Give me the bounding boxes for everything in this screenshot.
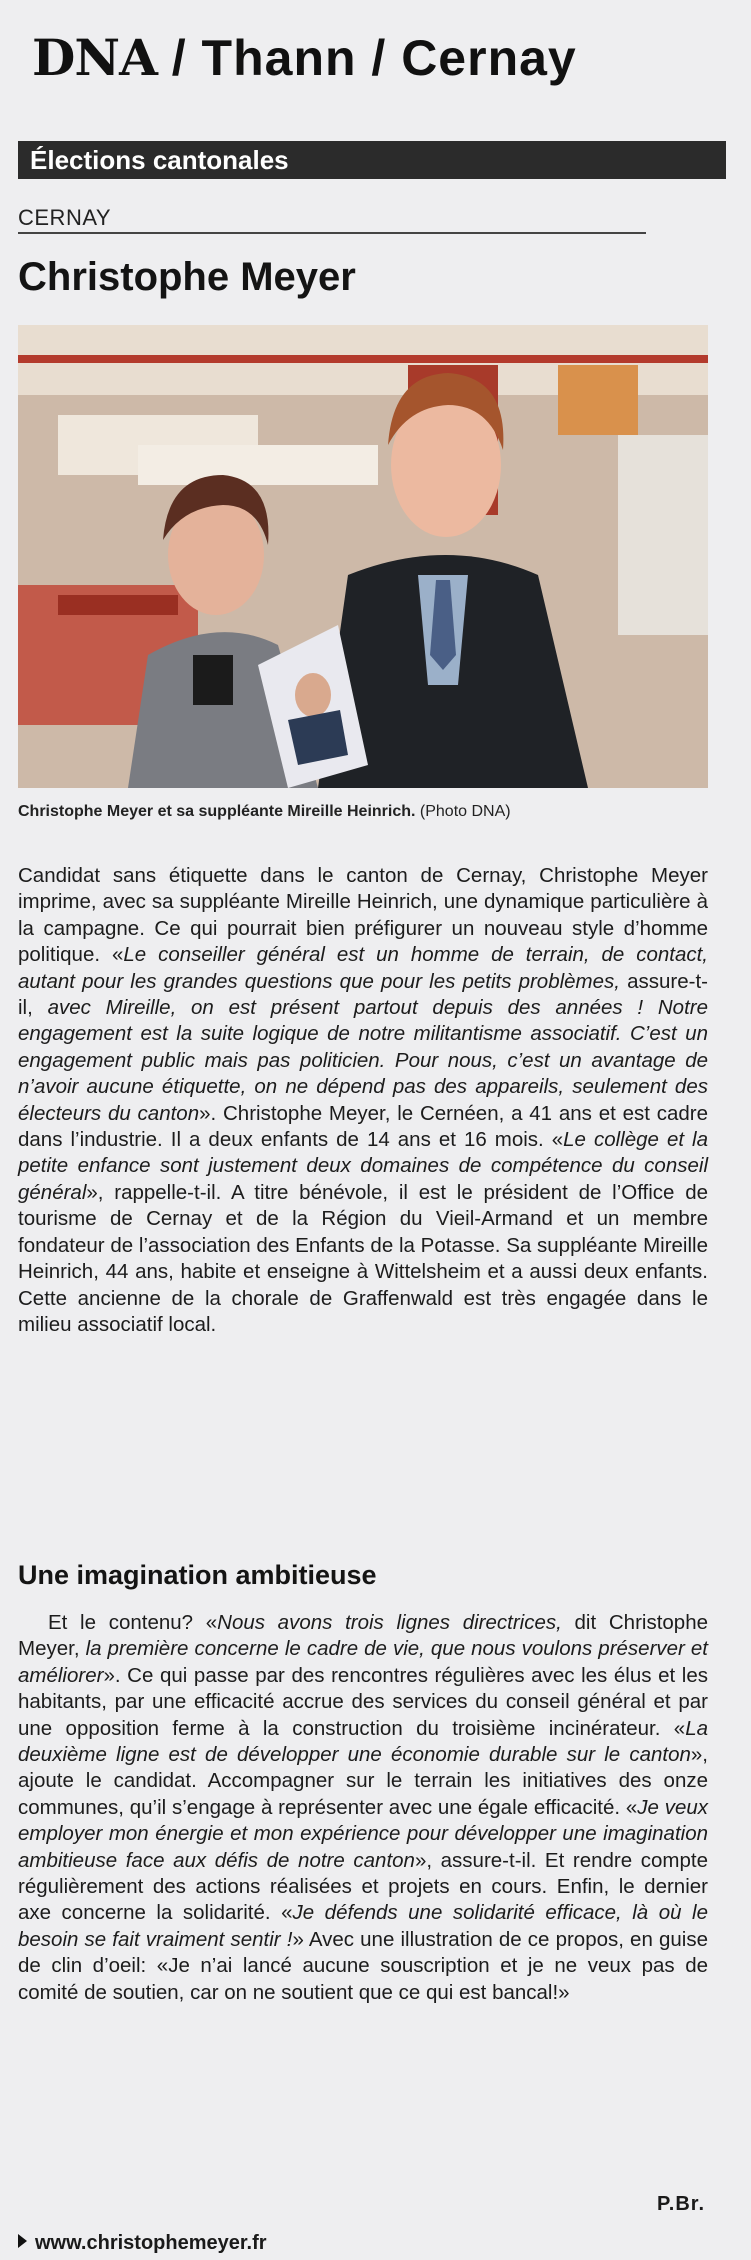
- paragraph-text: [18, 1610, 708, 2006]
- text-run: », assure-t-il. Et rendre compte régulièrement des actions réalisées et projets en cours. Enfin, le dernier axe concerne la solidarité. «: [18, 1848, 708, 1925]
- paragraph-text: [18, 863, 708, 1338]
- caption-credit: (Photo DNA): [419, 803, 511, 820]
- quote-run: avec Mireille, on est présent partout depuis des années ! Notre engagement est la suite logique de notre militantisme associatif. C’est un engagement public mais pas politicien. Pour nous, c’est un avantage de n’avoir aucune étiquette, on ne dépend pas des appareils, seulement des électeurs du canton: [18, 996, 708, 1125]
- photo-caption: [18, 803, 511, 821]
- quote-run: la première concerne le cadre de vie, que nous voulons préserver et améliorer: [18, 1637, 709, 1687]
- text-run: assure-t-il,: [18, 969, 708, 1020]
- website-url[interactable]: www.christophemeyer.fr: [35, 2232, 267, 2254]
- arrow-icon: [18, 2234, 27, 2248]
- section-bar: Élections cantonales: [18, 141, 726, 179]
- text-run: dit Christophe Meyer,: [18, 1611, 708, 1661]
- article-paragraph-1: [18, 863, 708, 1338]
- text-run: ». Christophe Meyer, le Cernéen, a 41 ans et est cadre dans l’industrie. Il a deux enfants de 14 ans et 16 mois. «: [18, 1101, 708, 1152]
- masthead-section: / Thann / Cernay: [171, 30, 577, 86]
- article-photo: [18, 325, 708, 788]
- quote-run: Je veux employer mon énergie et mon expérience pour développer une imagination ambitieuse face aux défis de notre canton: [18, 1795, 708, 1872]
- quote-run: Nous avons trois lignes directrices,: [217, 1611, 562, 1634]
- photo-illustration: [18, 325, 708, 788]
- article-paragraph-2: [18, 1610, 708, 2006]
- quote-run: Le collège et la petite enfance sont justement deux domaines de compétence du conseil général: [18, 1128, 709, 1204]
- quote-run: La deuxième ligne est de développer une économie durable sur le canton: [18, 1716, 708, 1767]
- caption-text: Christophe Meyer et sa suppléante Mireille Heinrich.: [18, 803, 416, 820]
- author-signature: P.Br.: [657, 2193, 705, 2215]
- text-run: Et le contenu? «: [48, 1611, 218, 1634]
- masthead-brand: DNA: [32, 28, 157, 87]
- text-run: » Avec une illustration de ce propos, en guise de clin d’oeil: «Je n’ai lancé aucune souscription et je ne veux pas de comité de soutien, car on ne soutient que ce qui est bancal!»: [18, 1927, 708, 2004]
- text-run: Candidat sans étiquette dans le canton de Cernay, Christophe Meyer imprime, avec sa suppléante Mireille Heinrich, une dynamique particulière à la campagne. Ce qui pourrait bien préfigurer un nouveau style d’homme politique. «: [18, 864, 708, 967]
- text-run: ». Ce qui passe par des rencontres régulières avec les élus et les habitants, par une efficacité accrue des services du conseil général et par une opposition ferme à la construction du troisième incinérateur. «: [18, 1663, 708, 1740]
- article-subhead: Une imagination ambitieuse: [18, 1560, 377, 1590]
- quote-run: Le conseiller général est un homme de terrain, de contact, autant pour les grandes questions que pour les petits problèmes,: [18, 943, 708, 993]
- article-locale: CERNAY: [18, 205, 112, 230]
- website-link[interactable]: [18, 2232, 267, 2255]
- article-headline: Christophe Meyer: [18, 255, 356, 299]
- masthead: [32, 28, 577, 87]
- quote-run: Je défends une solidarité efficace, là où le besoin se fait vraiment sentir !: [18, 1901, 708, 1951]
- text-run: », ajoute le candidat. Accompagner sur le terrain les initiatives des onze communes, qu’il s’engage à représenter avec une égale efficacité. «: [18, 1743, 708, 1819]
- locale-divider: [18, 232, 646, 234]
- text-run: », rappelle-t-il. A titre bénévole, il est le président de l’Office de tourisme de Cernay et de la Région du Vieil-Armand et un membre fondateur de l’association des Enfants de la Potasse. Sa suppléante Mireille Heinrich, 44 ans, habite et enseigne à Wittelsheim et a aussi deux enfants. Cette ancienne de la chorale de Graffenwald est très engagée dans le milieu associatif local.: [18, 1180, 708, 1336]
